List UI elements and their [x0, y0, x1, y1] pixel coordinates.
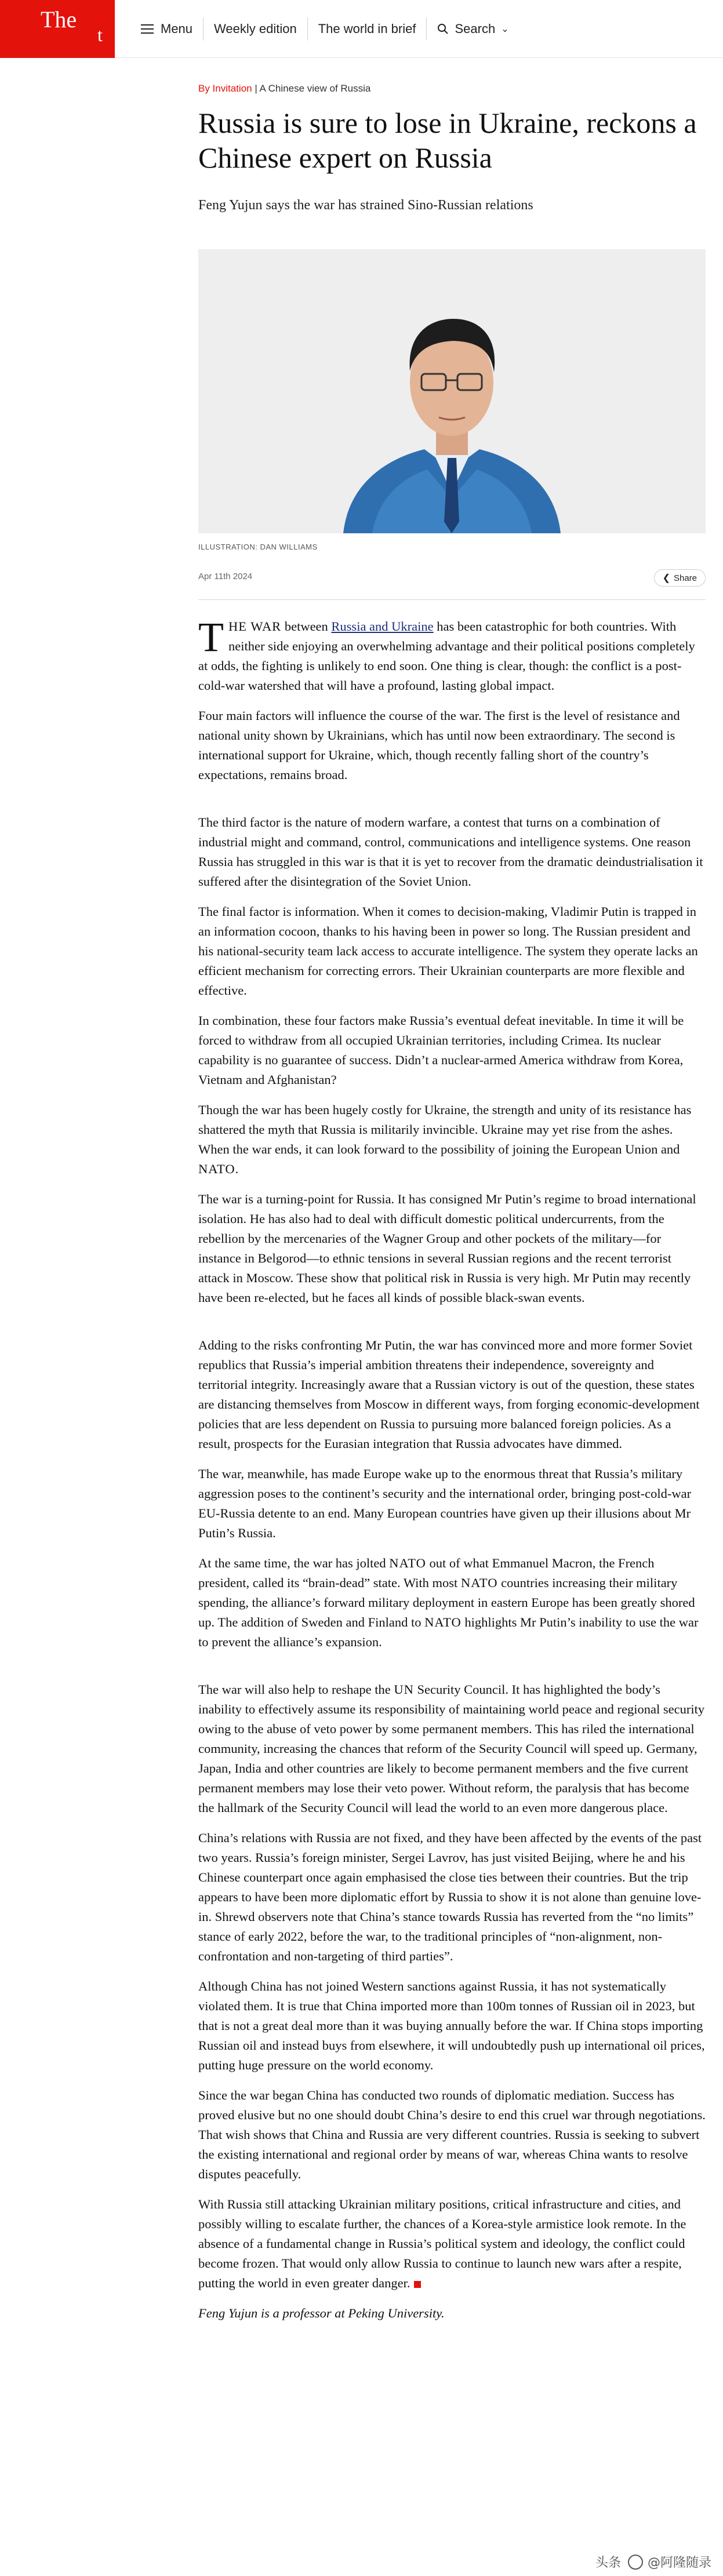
logo-text-1: The — [41, 6, 77, 32]
paragraph: The war is a turning-point for Russia. It has consigned Mr Putin’s regime to broad international isolation. He has also had to deal with difficult domestic political undercurrents, from the rebellion by the mercenaries of the Wagner Group and other pockets of the military—for instance in Belgorod—to ethnic tensions in several Russian regions and the recent terrorist attack in Moscow. These show that political risk in Russia is very high. Mr Putin may recently have been re-elected, but he faces all kinds of possible black-swan events. — [198, 1192, 696, 1305]
search-button[interactable] — [427, 17, 519, 41]
article-illustration — [198, 249, 706, 533]
illustration-caption: ILLUSTRATION: DAN WILLIAMS — [198, 543, 318, 551]
paragraph: The final factor is information. When it comes to decision-making, Vladimir Putin is trapped in an information cocoon, thanks to his having been in power so long. The Russian president and his national-security team lack access to accurate intelligence. The system they operate lacks an efficient mechanism for correcting errors. Their Ukrainian counterparts are more flexible and effective. — [198, 904, 698, 998]
search-icon — [437, 23, 449, 35]
economist-logo[interactable] — [0, 0, 115, 58]
paragraph: With Russia still attacking Ukrainian military positions, critical infrastructure and cities, and possibly willing to escalate further, the chances of a Korea-style armistice look remote. In the absence of a fundamental change in Russia’s political system and ideology, the conflict could become frozen. That would only allow Russia to continue to launch new wars after a respite, putting the world in even greater danger. — [198, 2197, 686, 2290]
paragraph: China’s relations with Russia are not fixed, and they have been affected by the events of the past two years. Russia’s foreign minister, Sergei Lavrov, has just visited Beijing, where he and his Chinese counterpart once again emphasised the close ties between their countries. But the trip appears to have been more diplomatic effort by Russia to show it is not alone than genuine love-in. Shrewd observers note that China’s stance towards Russia has reverted from the “no limits” stance of early 2022, before the war, to the traditional principles of “non-alignment, non-confrontation and non-targeting of third parties”. — [198, 1831, 702, 1963]
drop-cap: T — [198, 614, 224, 660]
watermark — [595, 2553, 711, 2571]
paragraph: THE WAR between Russia and Ukraine has been catastrophic for both countries. With neither side enjoying an overwhelming advantage and their political positions completely at odds, the fighting is unlikely to end soon. One thing is clear, though: the conflict is a post-cold-war watershed that will have a profound, lasting global impact. — [198, 614, 695, 693]
share-label: Share — [673, 573, 697, 583]
logo-text-2: t — [97, 24, 103, 45]
watermark-avatar-icon — [628, 2555, 643, 2570]
top-navigation-bar — [0, 0, 723, 58]
kicker-topic: | A Chinese view of Russia — [252, 83, 371, 94]
paragraph: The third factor is the nature of modern warfare, a contest that turns on a combination of industrial might and command, control, communications and intelligence systems. One reason Russia has struggled in this war is that it is yet to recover from the dramatic deindustrialisation it suffered after the disintegration of the Soviet Union. — [198, 815, 703, 889]
share-button[interactable] — [654, 569, 706, 587]
russia-ukraine-link[interactable]: Russia and Ukraine — [331, 619, 434, 634]
watermark-prefix: 头条 — [595, 2556, 621, 2570]
paragraph: Although China has not joined Western sanctions against Russia, it has not systematically violated them. It is true that China imported more than 100m tonnes of Russian oil in 2023, but that is not a great deal more than it was buying annually before the war. If China stops importing Russian oil and instead buys from elsewhere, it will undoubtedly push up international oil prices, putting huge pressure on the world economy. — [198, 1979, 705, 2072]
paragraph: The war will also help to reshape the UN Security Council. It has highlighted the body’s inability to effectively assume its responsibility of maintaining world peace and regional security owing to the abuse of veto power by some permanent members. This has riled the international community, increasing the chances that reform of the Security Council will speed up. Germany, Japan, India and other countries are likely to become permanent members and the five current permanent members may lose their veto power. Without reform, the paralysis that has become the hallmark of the Security Council will lead the world to an even more dangerous place. — [198, 1682, 705, 1815]
share-icon: ❮ — [662, 573, 670, 583]
main-nav — [130, 17, 519, 41]
article-meta — [198, 569, 706, 587]
publish-date: Apr 11th 2024 — [198, 572, 253, 581]
article-kicker — [198, 83, 370, 94]
weekly-edition-link[interactable]: Weekly edition — [214, 21, 297, 36]
paragraph: Though the war has been hugely costly for Ukraine, the strength and unity of its resistance has shattered the myth that Russia is militarily invincible. Ukraine may yet rise from the ashes. When the war ends, it can look forward to the possibility of joining the European Union and NATO. — [198, 1103, 692, 1176]
article-headline: Russia is sure to lose in Ukraine, reckons a Chinese expert on Russia — [198, 107, 697, 174]
watermark-handle: @阿隆随录 — [647, 2556, 711, 2570]
divider — [198, 599, 706, 600]
paragraph: At the same time, the war has jolted NATO out of what Emmanuel Macron, the French president, called its “brain-dead” state. With most NATO countries increasing their military spending, the alliance’s forward military deployment in eastern Europe has been greatly shored up. The addition of Sweden and Finland to NATO highlights Mr Putin’s inability to use the war to prevent the alliance’s expansion. — [198, 1556, 699, 1649]
paragraph: The war, meanwhile, has made Europe wake up to the enormous threat that Russia’s military aggression poses to the continent’s security and the international order, bringing post-cold-war EU-Russia detente to an end. Many European countries have given up their illusions about Mr Putin’s Russia. — [198, 1467, 692, 1540]
paragraph: In combination, these four factors make Russia’s eventual defeat inevitable. In time it will be forced to withdraw from all occupied Ukrainian territories, including Crimea. Its nuclear capability is no guarantee of success. Didn’t a nuclear-armed America withdraw from Korea, Vietnam and Afghanistan? — [198, 1013, 684, 1087]
section-link[interactable]: By Invitation — [198, 83, 252, 94]
world-in-brief-link[interactable]: The world in brief — [318, 21, 416, 36]
portrait-illustration — [198, 249, 706, 533]
hamburger-icon — [141, 24, 154, 34]
paragraph: Four main factors will influence the course of the war. The first is the level of resistance and national unity shown by Ukrainians, which has until now been extraordinary. The second is international support for Ukraine, which, though recently falling short of the country’s expectations, remains broad. — [198, 708, 680, 782]
article-standfirst: Feng Yujun says the war has strained Sino-Russian relations — [198, 198, 533, 213]
search-label: Search — [455, 21, 496, 36]
article-body — [198, 614, 706, 2334]
paragraph: Adding to the risks confronting Mr Putin, the war has convinced more and more former Soviet republics that Russia’s imperial ambition threatens their independence, sovereignty and territorial integrity. Increasingly aware that a Russian victory is out of the question, these states are distancing themselves from Moscow in different ways, from forging economic-development policies that are less dependent on Russia to pursuing more balanced foreign policies. As a result, prospects for the Eurasian integration that Russia advocates have dimmed. — [198, 1338, 700, 1451]
chevron-down-icon: ⌄ — [501, 24, 509, 34]
paragraph: Since the war began China has conducted two rounds of diplomatic mediation. Success has proved elusive but no one should doubt China’s desire to end this cruel war through negotiations. That wish shows that China and Russia are very different countries. Russia is seeking to subvert the existing international and regional order by means of war, whereas China wants to resolve disputes peacefully. — [198, 2088, 706, 2181]
menu-label: Menu — [161, 21, 193, 36]
author-signature: Feng Yujun is a professor at Peking University. — [198, 2306, 445, 2320]
end-mark-icon — [414, 2281, 421, 2288]
menu-button[interactable] — [130, 17, 203, 41]
